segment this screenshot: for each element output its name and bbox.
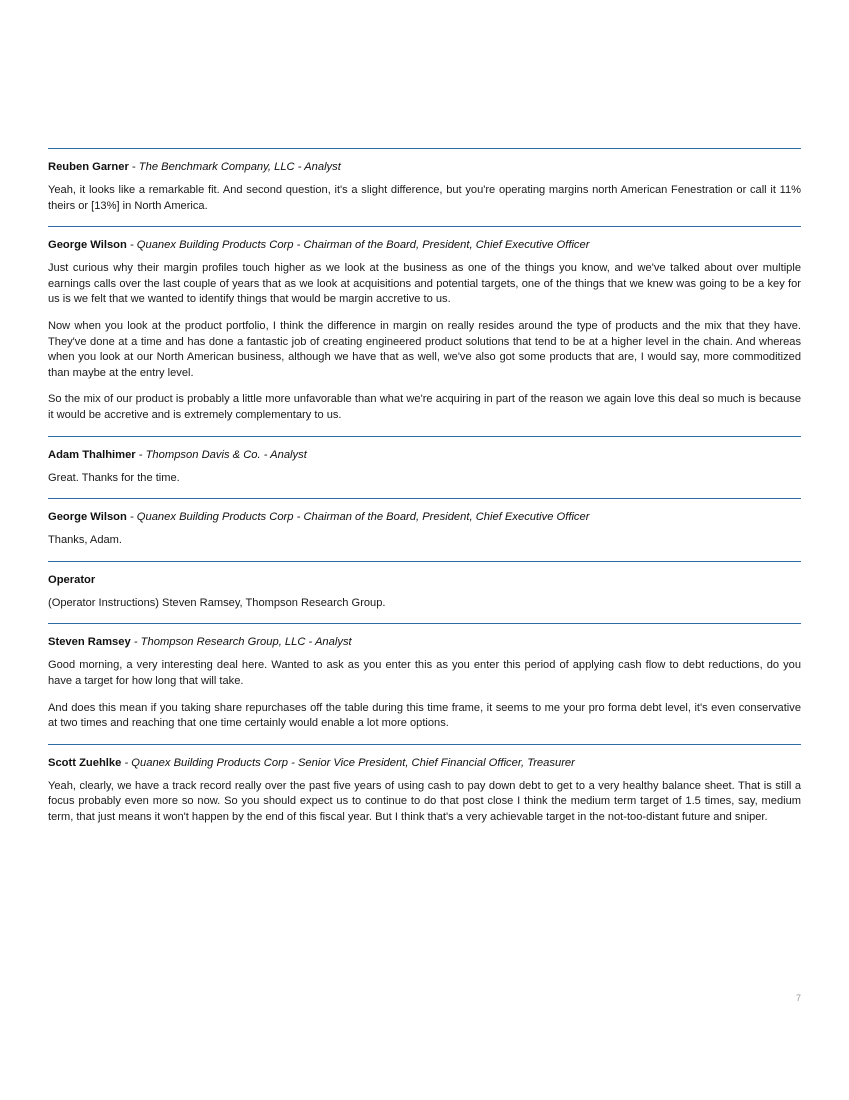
speaker-title: - The Benchmark Company, LLC - Analyst xyxy=(128,161,341,173)
paragraph: Thanks, Adam. xyxy=(48,534,122,547)
speaker-line xyxy=(48,510,801,525)
transcript-block xyxy=(48,227,801,435)
speaker-line xyxy=(48,573,801,588)
speaker-name: Adam Thalhimer xyxy=(48,448,136,461)
paragraph: Great. Thanks for the time. xyxy=(48,471,180,484)
transcript-block xyxy=(48,562,801,624)
page-number: 7 xyxy=(795,993,801,1003)
speaker-title: - Thompson Davis & Co. - Analyst xyxy=(135,448,307,461)
speaker-name: George Wilson xyxy=(48,239,127,252)
transcript-body xyxy=(48,148,801,837)
speaker-line xyxy=(48,238,801,253)
paragraph: Yeah, clearly, we have a track record really over the past five years of using cash to pay down debt to get to a very healthy balance sheet. That is still a focus probably even more so now. So you should expect us to continue to do that post close I think the medium term target of 1.5 times, say, medium term, that just means it won't happen by the end of this fiscal year. But I think that's a very achievable target in the not-too-distant future and sniper. xyxy=(48,779,801,823)
speaker-title: - Thompson Research Group, LLC - Analyst xyxy=(130,636,352,649)
speaker-line xyxy=(48,160,801,175)
speaker-line xyxy=(48,756,801,771)
speaker-title: - Quanex Building Products Corp - Chairman of the Board, President, Chief Executive Officer xyxy=(126,239,590,252)
paragraph: Just curious why their margin profiles touch higher as we look at the business as one of the things you know, and we've talked about over multiple earnings calls over the last couple of years that as we look at acquisitions and potential targets, one of the things that we knew was going to be a key for us is we felt that we wanted to identify things that would be margin accretive to us. xyxy=(48,262,801,306)
transcript-block xyxy=(48,149,801,226)
transcript-block xyxy=(48,499,801,561)
speaker-name: Reuben Garner xyxy=(48,161,129,173)
paragraph: Good morning, a very interesting deal here. Wanted to ask as you enter this as you enter this period of applying cash flow to debt reductions, do you have a target for how long that will take. xyxy=(48,659,801,687)
speaker-name: Steven Ramsey xyxy=(48,636,131,649)
speaker-name: Scott Zuehlke xyxy=(48,756,122,769)
speaker-name: George Wilson xyxy=(48,511,127,524)
transcript-block xyxy=(48,745,801,838)
speaker-name: Operator xyxy=(48,573,96,586)
paragraph: Now when you look at the product portfolio, I think the difference in margin on really resides around the type of products and the mix that they have. They've done at a time and has done a fantastic job of creating engineered product solutions that tend to be at a higher level in the chain. And whereas when you look at our North American business, although we have that as well, we've also got some products that are, I would say, more commoditized than maybe at the entry level. xyxy=(48,319,801,379)
paragraph: Yeah, it looks like a remarkable fit. And second question, it's a slight difference, but you're operating margins north American Fenestration or call it 11% theirs or [13%] in North America. xyxy=(48,184,801,212)
transcript-block xyxy=(48,624,801,743)
speaker-line xyxy=(48,448,801,463)
paragraph: And does this mean if you taking share repurchases off the table during this time frame, it seems to me your pro forma debt level, it's even conservative at two times and reaching that one time certainly would enable a lot more options. xyxy=(48,701,801,730)
transcript-block xyxy=(48,437,801,499)
paragraph: So the mix of our product is probably a little more unfavorable than what we're acquiring in part of the reason we again love this deal so much is because it would be accretive and is extremely complementary to us. xyxy=(48,393,801,421)
speaker-title: - Quanex Building Products Corp - Senior Vice President, Chief Financial Officer, Treasurer xyxy=(121,756,575,769)
speaker-line xyxy=(48,635,801,650)
speaker-title: - Quanex Building Products Corp - Chairman of the Board, President, Chief Executive Officer xyxy=(126,511,590,524)
paragraph: (Operator Instructions) Steven Ramsey, Thompson Research Group. xyxy=(48,596,386,609)
